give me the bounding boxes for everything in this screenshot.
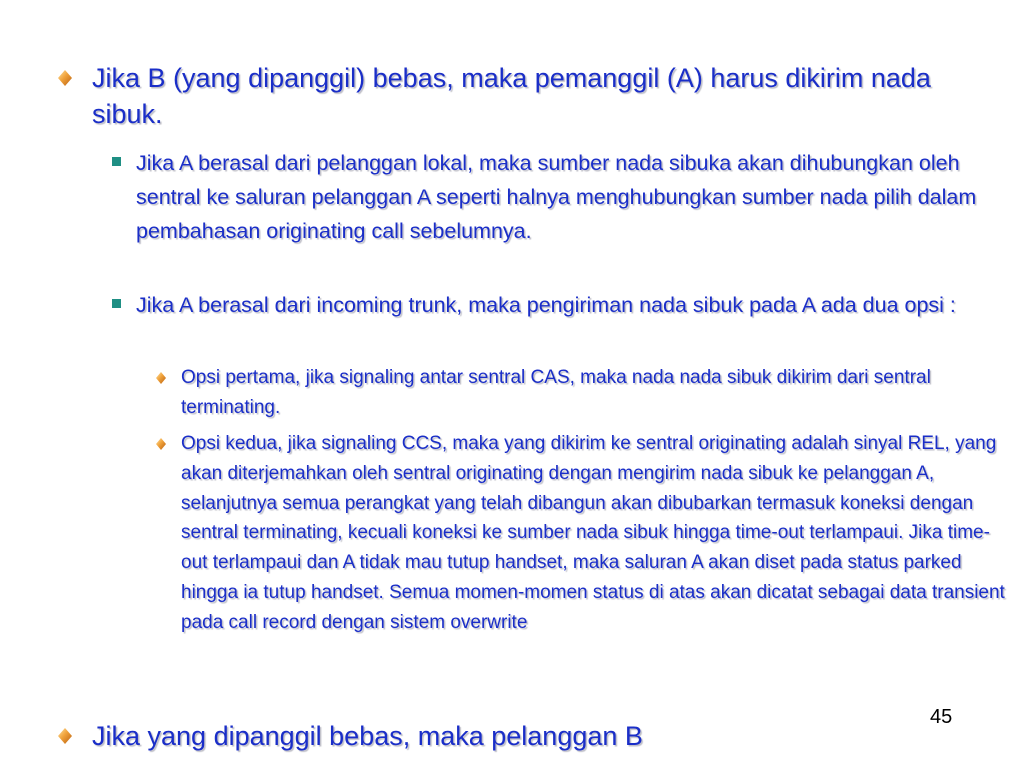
diamond-bullet-icon xyxy=(58,728,72,744)
square-bullet-icon xyxy=(112,157,121,166)
sub-bullet-text: Jika A berasal dari pelanggan lokal, maka sumber nada sibuka akan dihubungkan oleh sentral ke saluran pelanggan A seperti halnya menghubungkan sumber nada pilih dalam pembahasan originating call sebelumnya. xyxy=(136,151,977,243)
square-bullet-icon xyxy=(112,299,121,308)
small-diamond-bullet-icon xyxy=(156,372,166,384)
sub-bullet-text: Jika A berasal dari incoming trunk, maka pengiriman nada sibuk pada A ada dua opsi : xyxy=(136,293,956,317)
option-text: Opsi pertama, jika signaling antar sentral CAS, maka nada nada sibuk dikirim dari sentral terminating. xyxy=(181,367,931,418)
option-text: Opsi kedua, jika signaling CCS, maka yang dikirim ke sentral originating adalah sinyal REL, yang akan diterjemahkan oleh sentral originating dengan mengirim nada sibuk ke pelanggan A, selanjutnya semua perangkat yang telah dibangun akan dibubarkan termasuk koneksi dengan sentral terminating, kecuali koneksi ke sumber nada sibuk hingga time-out terlampaui. Jika time-out terlampaui dan A tidak mau tutup handset, maka saluran A akan diset pada status parked hingga ia tutup handset. Semua momen-momen status di atas akan dicatat sebagai data transient pada call record dengan sistem overwrite xyxy=(181,433,1005,633)
small-diamond-bullet-icon xyxy=(156,438,166,450)
page-number: 45 xyxy=(930,706,953,728)
diamond-bullet-icon xyxy=(58,70,72,86)
bullet-text: Jika B (yang dipanggil) bebas, maka pemanggil (A) harus dikirim nada sibuk. xyxy=(92,63,931,129)
bullet-text: Jika yang dipanggil bebas, maka pelanggan B xyxy=(92,721,643,751)
